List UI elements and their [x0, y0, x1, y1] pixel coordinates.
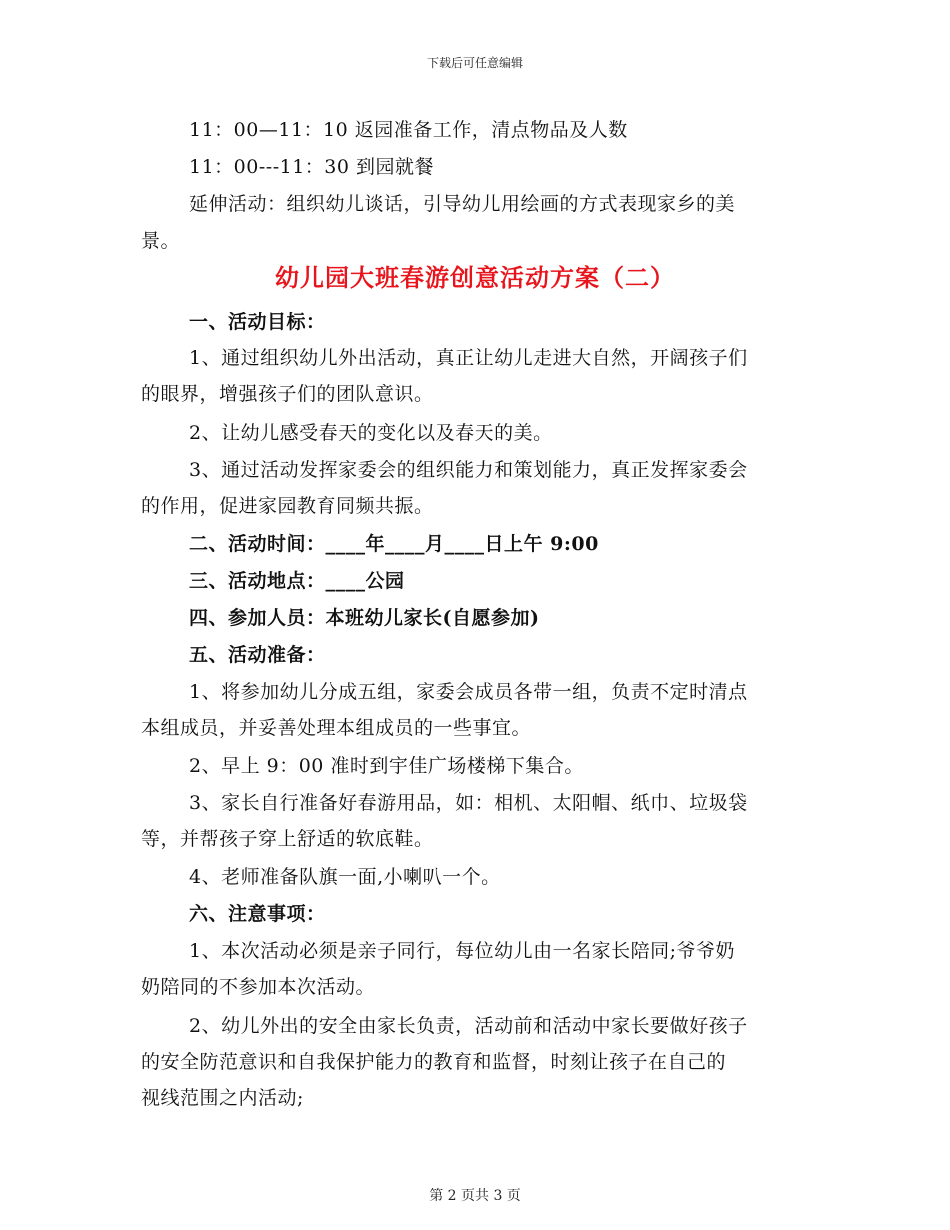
- goal-2: 2、让幼儿感受春天的变化以及春天的美。: [189, 422, 553, 444]
- page-header: 下载后可任意编辑: [426, 56, 523, 70]
- note-1-line-1: 1、本次活动必须是亲子同行，每位幼儿由一名家长陪同;爷爷奶: [189, 940, 735, 962]
- prep-3-line-1: 3、家长自行准备好春游用品，如：相机、太阳帽、纸巾、垃圾袋: [189, 792, 748, 814]
- goal-1-line-1: 1、通过组织幼儿外出活动，真正让幼儿走进大自然，开阔孩子们: [189, 347, 748, 369]
- prep-3-line-2: 等，并帮孩子穿上舒适的软底鞋。: [141, 828, 434, 850]
- location-line: 三、活动地点：____公园: [189, 570, 405, 592]
- time-line: 二、活动时间：____年____月____日上午 9:00: [189, 533, 599, 555]
- schedule-line-1: 11：00—11：10 返园准备工作，清点物品及人数: [189, 119, 628, 141]
- goal-1-line-2: 的眼界，增强孩子们的团队意识。: [141, 383, 434, 405]
- prep-1-line-2: 本组成员，并妥善处理本组成员的一些事宜。: [141, 717, 532, 739]
- prep-4: 4、老师准备队旗一面,小喇叭一个。: [189, 866, 501, 888]
- note-2-line-1: 2、幼儿外出的安全由家长负责，活动前和活动中家长要做好孩子: [189, 1015, 748, 1037]
- prep-2: 2、早上 9：00 准时到宇佳广场楼梯下集合。: [189, 755, 584, 777]
- note-2-line-3: 视线范围之内活动;: [141, 1087, 304, 1109]
- schedule-line-2: 11：00---11：30 到园就餐: [189, 156, 435, 178]
- section-title: 幼儿园大班春游创意活动方案（二）: [275, 263, 675, 292]
- participants-line: 四、参加人员：本班幼儿家长(自愿参加): [189, 607, 540, 629]
- goal-3-line-2: 的作用，促进家园教育同频共振。: [141, 495, 434, 517]
- note-2-line-2: 的安全防范意识和自我保护能力的教育和监督，时刻让孩子在自己的: [141, 1051, 727, 1073]
- prep-1-line-1: 1、将参加幼儿分成五组，家委会成员各带一组，负责不定时清点: [189, 681, 748, 703]
- goal-3-line-1: 3、通过活动发挥家委会的组织能力和策划能力，真正发挥家委会: [189, 459, 748, 481]
- preparation-heading: 五、活动准备：: [189, 644, 326, 666]
- extension-activity-line-cont: 景。: [141, 230, 181, 252]
- note-1-line-2: 奶陪同的不参加本次活动。: [141, 976, 376, 998]
- extension-activity-line: 延伸活动：组织幼儿谈话，引导幼儿用绘画的方式表现家乡的美: [189, 193, 736, 215]
- goals-heading: 一、活动目标：: [189, 311, 326, 333]
- page-footer: 第 2 页共 3 页: [429, 1188, 521, 1204]
- notes-heading: 六、注意事项：: [189, 903, 326, 925]
